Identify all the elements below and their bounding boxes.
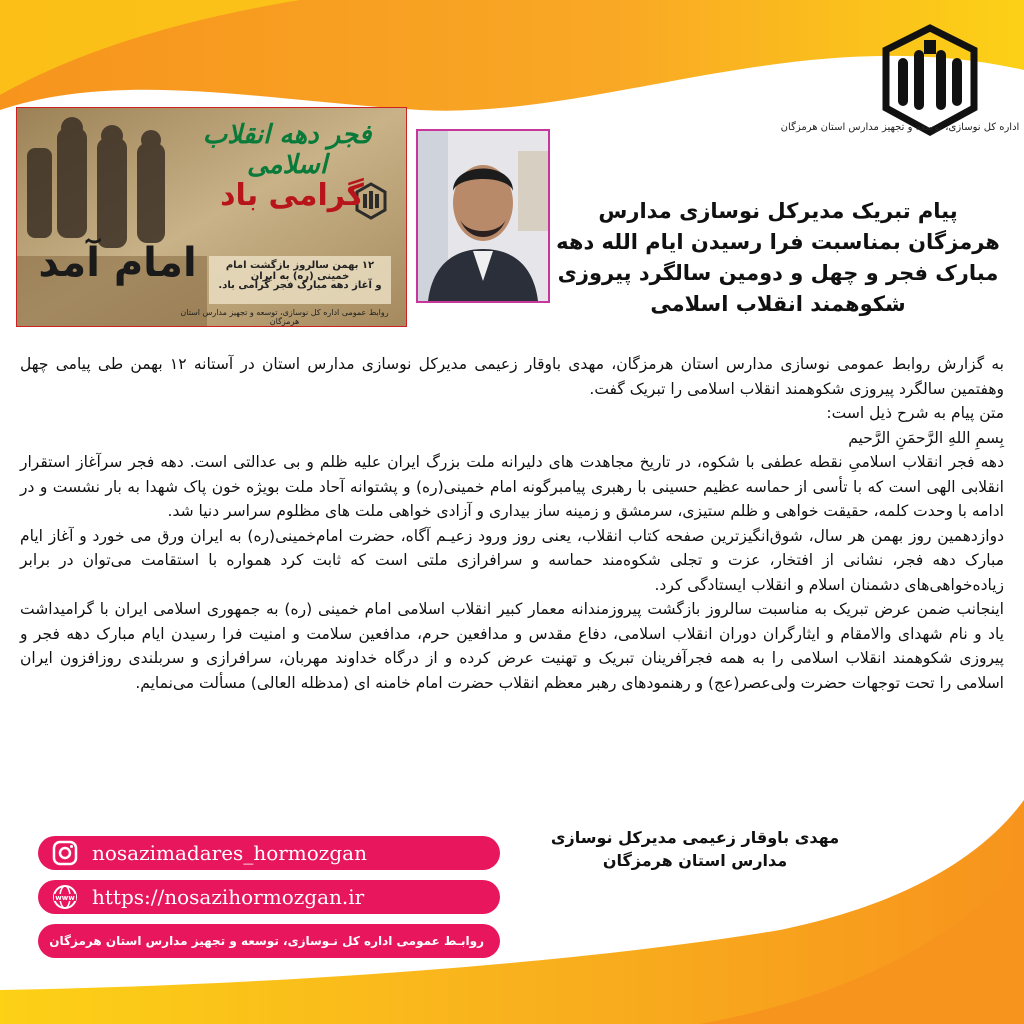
poster-image <box>16 107 407 327</box>
paragraph-message-heading: متن پیام به شرح ذیل است: <box>826 404 1004 422</box>
public-relations-banner <box>38 924 500 958</box>
poster-headline-2: گرامی باد <box>220 178 364 213</box>
paragraph-1: دهه فجر انقلاب اسلامیِ نقطه عطفی با شکوه، در تاریخ مجاهدت های دلیرانه ملت بزرگ ایران علیه ظلم و بی عدالتی است. دهه فجر سرآغاز استقرار انقلابی الهی است که با تأسی از حماسه عظیم حسینی با رهبری پیامبرگونه امام خمینی(ره) و پشتوانه آحاد ملت بویژه خون پاک شهدا به بار نشست و در ادامه با وحدت کلمه، حقیقت خواهی و ظلم ستیزی، سرمشق و زمینه ساز بیداری و آزادی خواهی ملت های مظلوم سراسر دنیا شد. <box>20 453 1004 520</box>
poster-imam-text: امام آمد <box>38 240 197 286</box>
paragraph-3: اینجانب ضمن عرض تبریک به مناسبت سالروز بازگشت پیروزمندانه معمار کبیر انقلاب اسلامی امام خمینی (ره) به جمهوری اسلامی ایران با گرامیداشت یاد و نام شهدای والامقام و ایثارگران دوران انقلاب اسلامی، دفاع مقدس و مدافعین حرم، مدافعین سلامت و امنیت فرا رسیدن ایام مبارک دهه فجر و پیروزی شکوهمند انقلاب اسلامی را به همه فجرآفرینان تبریک و تهنیت عرض کرده و از درگاه خداوند مهربان، سرافرازی و سربلندی روزافزون ایران اسلامی را تحت توجهات حضرت ولی‌عصر(عج) و رهنمودهای رهبر معظم انقلاب حضرت امام خامنه ای (مدظله العالی) مسألت می‌نمایم. <box>20 600 1004 692</box>
page-title: پیام تبریک مدیرکل نوسازی مدارس هرمزگان بمناسبت فرا رسیدن ایام الله دهه مبارک فجر و چهل و دومین سالگرد پیروزی شکوهمند انقلاب اسلامی <box>556 199 1000 316</box>
poster-caption-1: ۱۲ بهمن سالروز بازگشت امام خمینی (ره) به ایران <box>225 260 375 282</box>
paragraph-intro: به گزارش روابط عمومی نوسازی مدارس استان هرمزگان، مهدی باوقار زعیمی مدیرکل نوسازی مدارس استان در آستانه ۱۲ بهمن طی پیامی چهل وهفتمین سالگرد پیروزی شکوهمند انقلاب اسلامی را تبریک گفت. <box>20 355 1004 398</box>
instagram-handle: nosazimadares_hormozgan <box>92 841 367 865</box>
poster-caption-2: و آغاز دهه مبارک فجر گرامی باد. <box>218 280 382 291</box>
website-link[interactable] <box>38 880 500 914</box>
globe-icon <box>52 884 78 910</box>
website-url: https://nosazihormozgan.ir <box>92 885 365 909</box>
director-photo <box>416 129 550 303</box>
signature-line-2: مدارس استان هرمزگان <box>602 851 788 870</box>
paragraph-2: دوازدهمین روز بهمن هر سال، شوق‌انگیزترین صفحه کتاب انقلاب، یعنی روز ورود زعیـم آگاه، حضرت امام‌خمینی(ره) به ایران ورق می خورد و آغاز ایام مبارک دهه فجر، نشانی از افتخار، عزت و تجلی شکوه‌مند حماسه و سرافرازی ملتی است که ثابت کرد همواره با استقامت می‌توان در برابر زیاده‌خواهی‌های دشمنان اسلام و انقلاب ایستادگی کرد. <box>20 526 1004 594</box>
article-body <box>20 352 1004 695</box>
signature-line-1: مهدی باوقار زعیمی مدیرکل نوسازی <box>550 828 840 847</box>
globe-icon-label: www <box>55 894 75 902</box>
director-portrait <box>418 131 548 301</box>
instagram-link[interactable] <box>38 836 500 870</box>
public-relations-text: روابـط عمومی اداره کل نـوسازی، توسعه و تجهیز مدارس استان هرمزگان <box>49 934 484 948</box>
poster-headline: فجر دهه انقلاب اسلامی <box>202 120 372 180</box>
instagram-icon <box>52 840 78 866</box>
signature <box>520 826 870 872</box>
paragraph-basmala: بِسمِ اللهِ الرَّحمَنِ الرَّحیم <box>848 428 1004 447</box>
organization-name: اداره کل نوسازی، توسعه و تجهیز مدارس استان هرمزگان <box>780 122 1020 133</box>
poster-footer: روابط عمومی اداره کل نوسازی، توسعه و تجهیز مدارس استان هرمزگان <box>180 308 389 326</box>
